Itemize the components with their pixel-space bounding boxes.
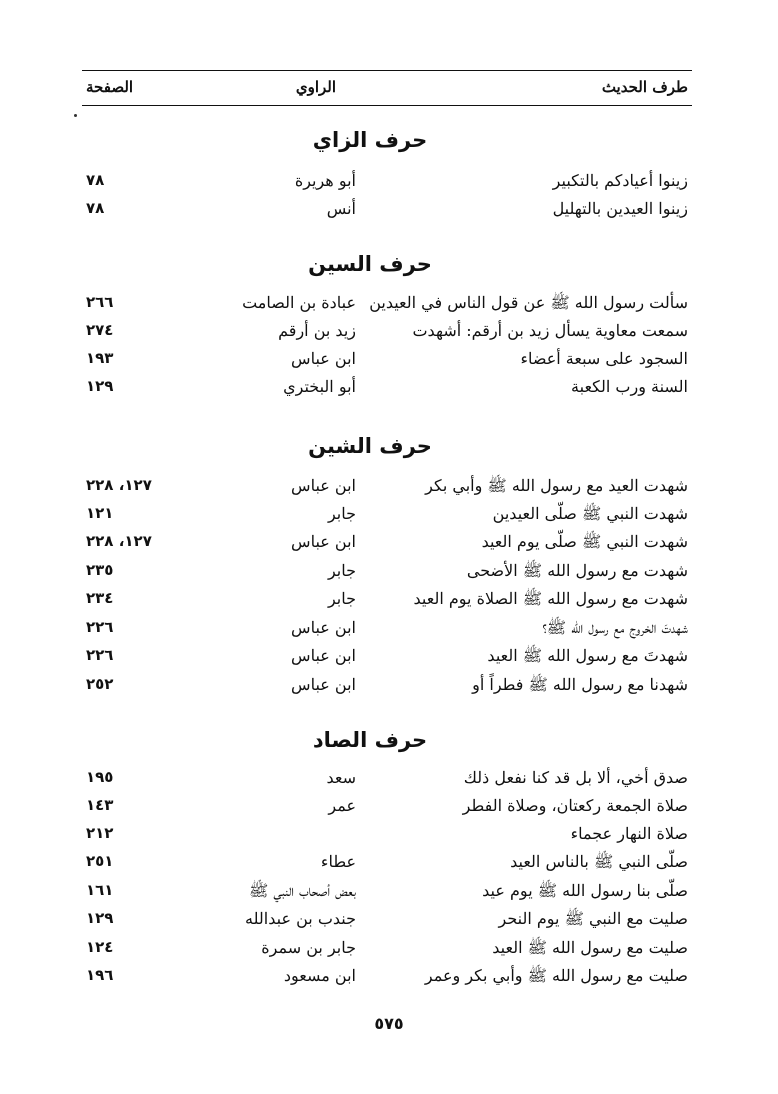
table-row xyxy=(82,793,692,821)
narrator-name: زيد بن أرقم xyxy=(278,321,356,340)
table-row xyxy=(82,290,692,318)
narrator-name: ابن مسعود xyxy=(283,966,356,985)
page-ref: ٢٦٦ xyxy=(86,293,114,311)
narrator-name: جابر xyxy=(327,589,356,608)
page-ref: ١٦١ xyxy=(86,881,114,899)
table-row xyxy=(82,501,692,529)
hadith-text: صلاة النهار عجماء xyxy=(570,824,688,843)
page-ref: ١٢٧، ٢٢٨ xyxy=(86,532,152,550)
page-ref: ٢٣٤ xyxy=(86,589,114,607)
table-row xyxy=(82,935,692,963)
table-row xyxy=(82,615,692,643)
table-row xyxy=(82,473,692,501)
hadith-text: شهدت النبي ﷺ صلّى يوم العيد xyxy=(481,532,688,551)
narrator-name: جندب بن عبدالله xyxy=(245,909,356,928)
hadith-text: زينوا أعيادكم بالتكبير xyxy=(552,171,688,190)
page-ref: ١٩٣ xyxy=(86,349,114,367)
narrator-name: بعض أصحاب النبي ﷺ xyxy=(248,881,356,900)
hadith-text: صليت مع رسول الله ﷺ العيد xyxy=(492,938,688,957)
page-ref: ١٢٧، ٢٢٨ xyxy=(86,476,152,494)
narrator-name: ابن عباس xyxy=(291,476,356,495)
page-ref: ١٢١ xyxy=(86,504,114,522)
section-title-zay: حرف الزاي xyxy=(312,128,428,152)
narrator-name: عبادة بن الصامت xyxy=(242,293,356,312)
table-row xyxy=(82,849,692,877)
table-row xyxy=(82,672,692,700)
section-title-sad: حرف الصاد xyxy=(312,728,428,752)
hadith-text: شهدنا مع رسول الله ﷺ فطراً أو xyxy=(472,675,688,694)
page-ref: ٧٨ xyxy=(86,171,105,189)
hadith-text: صدق أخي، ألا بل قد كنا نفعل ذلك xyxy=(463,768,688,787)
narrator-name: جابر xyxy=(327,561,356,580)
narrator-name: ابن عباس xyxy=(291,532,356,551)
section-title-seen: حرف السين xyxy=(308,252,432,276)
hadith-text: شهدت مع رسول الله ﷺ الصلاة يوم العيد xyxy=(413,589,688,608)
hadith-text: صليت مع رسول الله ﷺ وأبي بكر وعمر xyxy=(424,966,688,985)
table-row xyxy=(82,558,692,586)
hadith-text: شهدت النبي ﷺ صلّى العيدين xyxy=(492,504,688,523)
table-row xyxy=(82,643,692,671)
table-row xyxy=(82,963,692,991)
hadith-text: صلّى بنا رسول الله ﷺ يوم عيد xyxy=(482,881,688,900)
table-row xyxy=(82,765,692,793)
hadith-text: شهدت العيد مع رسول الله ﷺ وأبي بكر xyxy=(425,476,688,495)
hadith-text: شهدت مع رسول الله ﷺ الأضحى xyxy=(466,561,688,580)
page-ref: ٢٥٢ xyxy=(86,675,114,693)
page-ref: ١٩٥ xyxy=(86,768,114,786)
narrator-name: جابر بن سمرة xyxy=(261,938,356,957)
page-ref: ٢٣٥ xyxy=(86,561,114,579)
page-ref: ٢٢٦ xyxy=(86,618,114,636)
narrator-name: ابن عباس xyxy=(291,646,356,665)
page-ref: ١٤٣ xyxy=(86,796,114,814)
narrator-name: جابر xyxy=(327,504,356,523)
hadith-text: شهدتَ الخروج مع رسول الله ﷺ؟ xyxy=(542,618,688,637)
page-ref: ١٢٤ xyxy=(86,938,114,956)
narrator-name: سعد xyxy=(326,768,356,787)
hadith-text: سمعت معاوية يسأل زيد بن أرقم: أشهدت xyxy=(412,321,688,340)
hadith-text: زينوا العيدين بالتهليل xyxy=(552,199,688,218)
table-row xyxy=(82,878,692,906)
section-title-sheen: حرف الشين xyxy=(308,434,432,458)
hadith-text: السجود على سبعة أعضاء xyxy=(520,349,688,368)
table-row xyxy=(82,346,692,374)
page-ref: ٢٧٤ xyxy=(86,321,114,339)
page-ref: ١٩٦ xyxy=(86,966,114,984)
table-row xyxy=(82,196,692,224)
page-ref: ١٢٩ xyxy=(86,909,114,927)
narrator-name: أبو هريرة xyxy=(294,171,356,190)
page-ref: ٢١٢ xyxy=(86,824,114,842)
hadith-text: صلّى النبي ﷺ بالناس العيد xyxy=(510,852,688,871)
table-row xyxy=(82,586,692,614)
narrator-name: ابن عباس xyxy=(291,349,356,368)
table-row xyxy=(82,374,692,402)
narrator-name: عمر xyxy=(328,796,356,815)
page-number: ٥٧٥ xyxy=(374,1014,404,1033)
hadith-text: السنة ورب الكعبة xyxy=(571,377,688,396)
hadith-text: سألت رسول الله ﷺ عن قول الناس في العيدين xyxy=(369,293,688,312)
narrator-name: ابن عباس xyxy=(291,618,356,637)
page-ref: ١٢٩ xyxy=(86,377,114,395)
table-row xyxy=(82,168,692,196)
narrator-name: ابن عباس xyxy=(291,675,356,694)
hadith-text: صليت مع النبي ﷺ يوم النحر xyxy=(498,909,688,928)
hadith-text: صلاة الجمعة ركعتان، وصلاة الفطر xyxy=(462,796,688,815)
header-hadith-column: طرف الحديث xyxy=(601,78,688,96)
narrator-name: أنس xyxy=(326,199,356,218)
header-narrator-column: الراوي xyxy=(295,78,336,96)
hadith-text: شهدتَ مع رسول الله ﷺ العيد xyxy=(487,646,688,665)
table-row xyxy=(82,906,692,934)
page-ref: ٢٢٦ xyxy=(86,646,114,664)
table-row xyxy=(82,821,692,849)
page-ref: ٢٥١ xyxy=(86,852,114,870)
table-row xyxy=(82,318,692,346)
page-ref: ٧٨ xyxy=(86,199,105,217)
header-page-column: الصفحة xyxy=(86,78,134,96)
table-row xyxy=(82,529,692,557)
table-header xyxy=(82,70,692,106)
narrator-name: أبو البختري xyxy=(283,377,356,396)
narrator-name: عطاء xyxy=(320,852,356,871)
print-speck xyxy=(74,114,77,117)
